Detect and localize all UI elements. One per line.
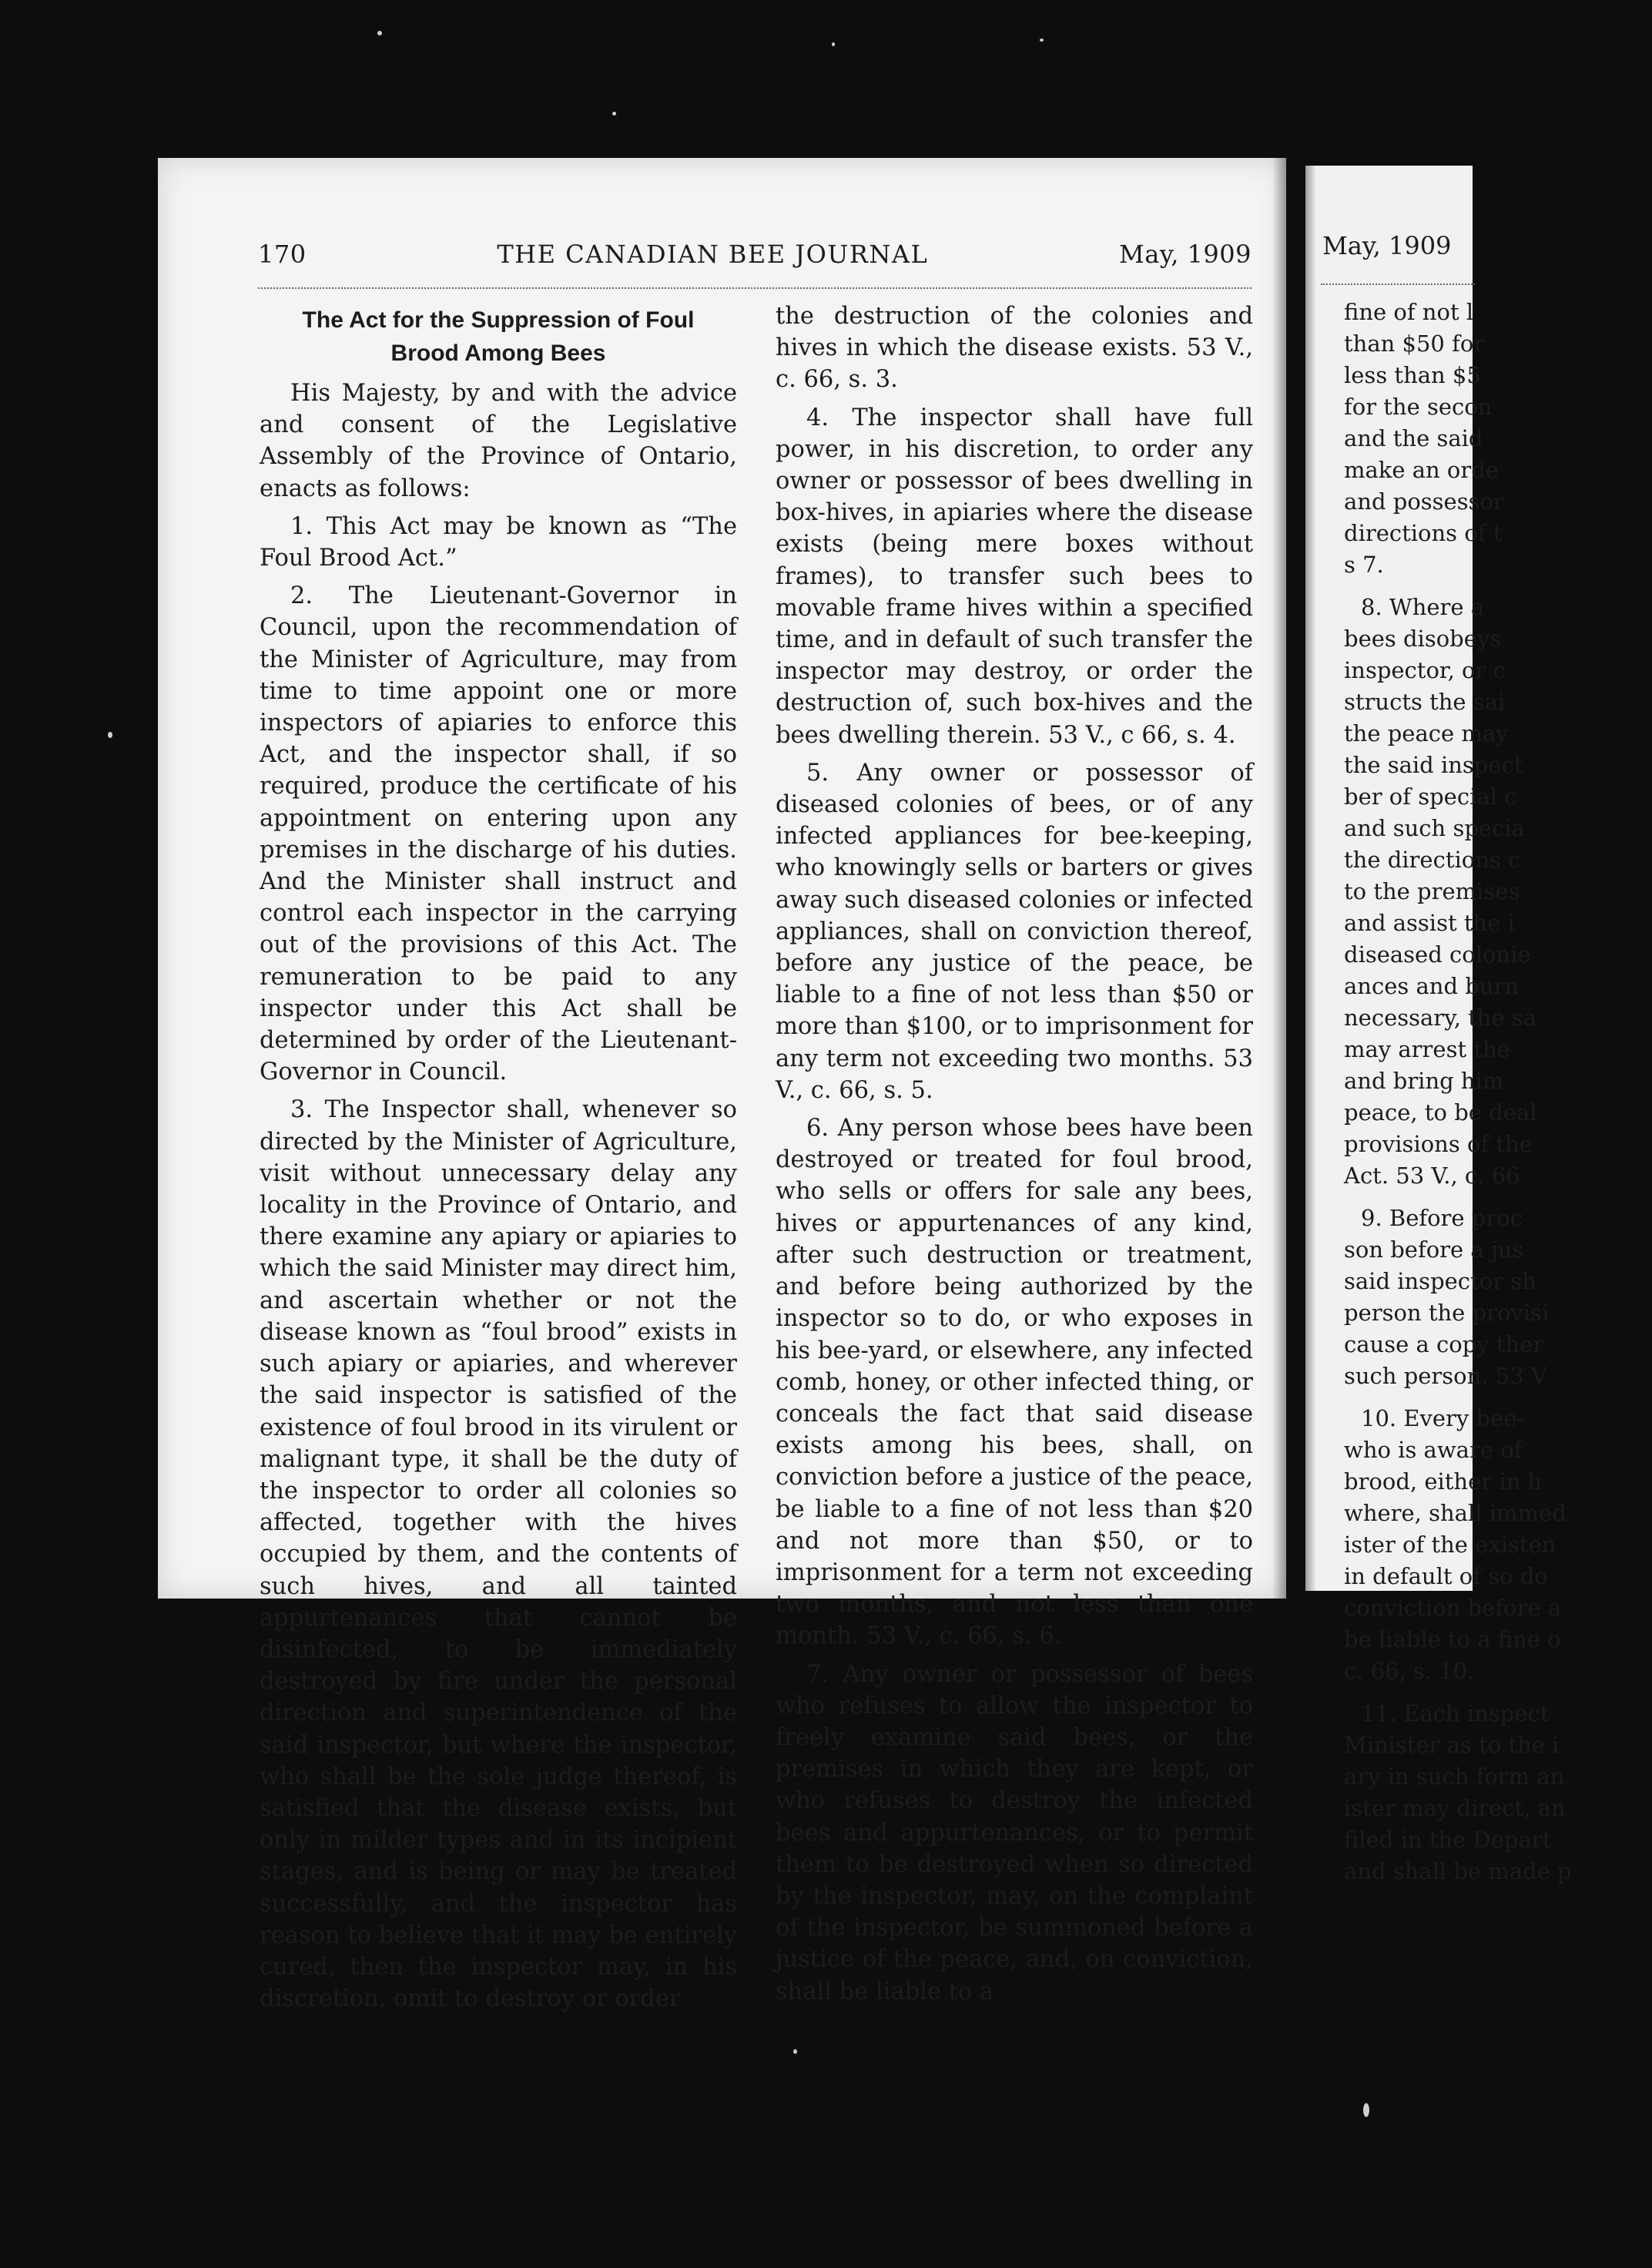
journal-title: THE CANADIAN BEE JOURNAL [497,240,929,269]
article-title [260,300,737,370]
facing-page-line: peace, to be deal [1344,1099,1537,1126]
paragraph-section-6: 6. Any person whose bees have been destroyed or treated for foul brood, who sells or offers for sale any bees, hives or appurtenances of any kind, after such destruction or treatment, and before being authorized by the inspector so to do, or who exposes in his bee-yard, or elsewhere, any infected comb, honey, or other infected thing, or conceals the fact that said disease exists among his bees, shall, on conviction before a justice of the peace, be liable to a fine of not less than $20 and not more than $50, or to imprisonment for a term not exceeding two months, and not less than one month. 53 V., c. 66, s. 6. [776,1115,1253,1650]
running-header [258,231,1252,277]
facing-page-line: 10. Every bee- [1361,1405,1525,1431]
facing-header-rule [1321,284,1475,285]
facing-page-line: diseased colonie [1344,941,1531,968]
facing-page-line: s 7. [1344,552,1384,578]
facing-page [1305,166,1572,1884]
paragraph-section-4: 4. The inspector shall have full power, in his discretion, to order any owner or possessor of bees dwelling in box-hives, in apiaries where the disease exists (being mere boxes without frames), to transfer such bees to movable frame hives within a specified time, and in default of such transfer the inspector may destroy, or order the destruction of, such box-hives and the bees dwelling therein. 53 V., c 66, s. 4. [776,404,1253,749]
scan-speck [832,42,835,46]
paragraph-section-3-continued: the destruction of the colonies and hives in which the disease exists. 53 V., c. 66, s. 3. [776,303,1253,394]
facing-page-line: 11. Each inspect [1361,1700,1550,1726]
facing-page-line: and assist the i [1344,910,1515,936]
facing-page-line: and possessor [1344,488,1504,515]
scan-speck [1040,39,1044,42]
journal-page [158,158,1286,2013]
facing-page-line: said inspector sh [1344,1268,1536,1294]
facing-page-line: ister may direct, an [1344,1795,1566,1821]
issue-date: May, 1909 [1119,240,1252,269]
facing-page-date: May, 1909 [1322,231,1452,260]
paragraph-section-3: 3. The Inspector shall, whenever so directed by the Minister of Agriculture, visit without unnecessary delay any locality in the Province of Ontario, and there examine any apiary or apiaries to which the said Minister may direct him, and ascertain whether or not the disease known as “foul brood” exists in such apiary or apiaries, and wherever the said inspector is satisfied of the existence of foul brood in its virulent or malignant type, it shall be the duty of the inspector to order all colonies so affected, together with the hives occupied by them, and the contents of such hives, and all tainted appurtenances that cannot be disinfected, to be immediately destroyed by fire under the personal direction and superintendence of the said inspector, but where the inspector, who shall be the sole judge thereof, is satisfied that the disease exists, but only in milder types and in its incipient stages, and is being or may be treated successfully, and the inspector has reason to believe that it may be entirely cured, then the inspector may, in his discretion, omit to destroy or order [260,1096,737,2013]
facing-page-line: Act. 53 V., c. 66 [1344,1163,1520,1189]
facing-page-line: bees disobeys [1344,626,1502,652]
facing-page-line: structs the sai [1344,689,1506,715]
facing-page-line: such person. 53 V [1344,1363,1547,1389]
scan-speck [793,2049,797,2054]
facing-page-line: the peace may [1344,720,1509,746]
facing-page-line: and such specia [1344,815,1525,841]
paragraph-section-7: 7. Any owner or possessor of bees who refuses to allow the inspector to freely examine said bees, or the premises in which they are kept, or who refuses to destroy the infected bees and appurtenances, or to permit them to be destroyed when so directed by the inspector, may, on the complaint of the inspector, be summoned before a justice of the peace, and, on conviction, shall be liable to a [776,1660,1253,2005]
facing-page-line: to the premises [1344,878,1520,904]
article-title-line-1: The Act for the Suppression of Foul [302,307,695,333]
facing-page-line: son before a jus [1344,1236,1524,1263]
page-number: 170 [258,240,307,269]
facing-page-line: and the said [1344,425,1483,451]
facing-page-line: filed in the Depart [1344,1827,1552,1853]
paragraph-section-5: 5. Any owner or possessor of diseased colonies of bees, or of any infected appliances for bee-keeping, who knowingly sells or barters or gives away such diseased colonies or infected appliances, shall on conviction thereof, before any justice of the peace, be liable to a fine of not less than $50 or more than $100, or to imprisonment for any term not exceeding two months. 53 V., c. 66, s. 5. [776,759,1253,1104]
header-rule [258,287,1252,289]
facing-page-text [1344,297,1652,1887]
scan-speck [108,732,112,738]
right-column [776,300,1253,2014]
article-title-line-2: Brood Among Bees [390,341,606,366]
facing-page-line: necessary, the sa [1344,1005,1537,1031]
paragraph-section-2: 2. The Lieutenant-Governor in Council, upon the recommendation of the Minister of Agriculture, may from time to time appoint one or more inspectors of apiaries to enforce this Act, and the inspector shall, if so required, produce the certificate of his appointment on entering upon any premises in the discharge of his duties. And the Minister shall instruct and control each inspector in the carrying out of the provisions of this Act. The remuneration to be paid to any inspector under this Act shall be determined by order of the Lieutenant-Governor in Council. [260,582,737,1086]
facing-page-line: directions of t [1344,520,1503,546]
facing-page-line: make an orde [1344,457,1499,483]
facing-page-line: may arrest the [1344,1036,1510,1062]
facing-page-line: in default of so do [1344,1563,1548,1589]
facing-page-line: provisions of the [1344,1131,1533,1157]
facing-page-line: and bring him [1344,1068,1504,1094]
paragraph-section-1: 1. This Act may be known as “The Foul Brood Act.” [260,512,737,572]
facing-page-line: 9. Before proc [1361,1205,1523,1231]
facing-page-line: fine of not l [1344,299,1474,325]
facing-page-line: the directions c [1344,847,1521,873]
facing-page-line: ances and burn [1344,973,1520,999]
facing-page-line: conviction before a [1344,1595,1562,1621]
facing-page-line: be liable to a fine o [1344,1626,1561,1652]
facing-page-line: ber of special c [1344,783,1517,810]
facing-page-line: for the secon [1344,394,1493,420]
facing-page-line: than $50 for [1344,330,1485,357]
facing-page-line: ary in such form an [1344,1763,1565,1790]
facing-page-line: cause a copy ther [1344,1331,1544,1357]
facing-page-line: where, shall immed [1344,1500,1567,1526]
facing-page-line: Minister as to the i [1344,1732,1560,1758]
facing-page-line: brood, either in h [1344,1468,1543,1495]
scan-speck [377,31,382,35]
facing-page-line: 8. Where a [1361,594,1485,620]
facing-page-line: less than $5 [1344,362,1481,388]
facing-page-line: ister of the existen [1344,1532,1556,1558]
scan-speck [1363,2103,1369,2117]
facing-page-line: person the provisi [1344,1300,1550,1326]
scan-speck [612,112,616,116]
facing-page-line: the said inspect [1344,752,1523,778]
left-column [260,300,737,2021]
facing-page-line: inspector, or c [1344,657,1506,683]
facing-page-line: c. 66, s. 10. [1344,1658,1475,1684]
facing-page-line: and shall be made p [1344,1858,1572,1884]
paragraph-preamble: His Majesty, by and with the advice and consent of the Legislative Assembly of the Province of Ontario, enacts as follows: [260,380,737,502]
facing-page-line: who is aware of [1344,1437,1523,1463]
